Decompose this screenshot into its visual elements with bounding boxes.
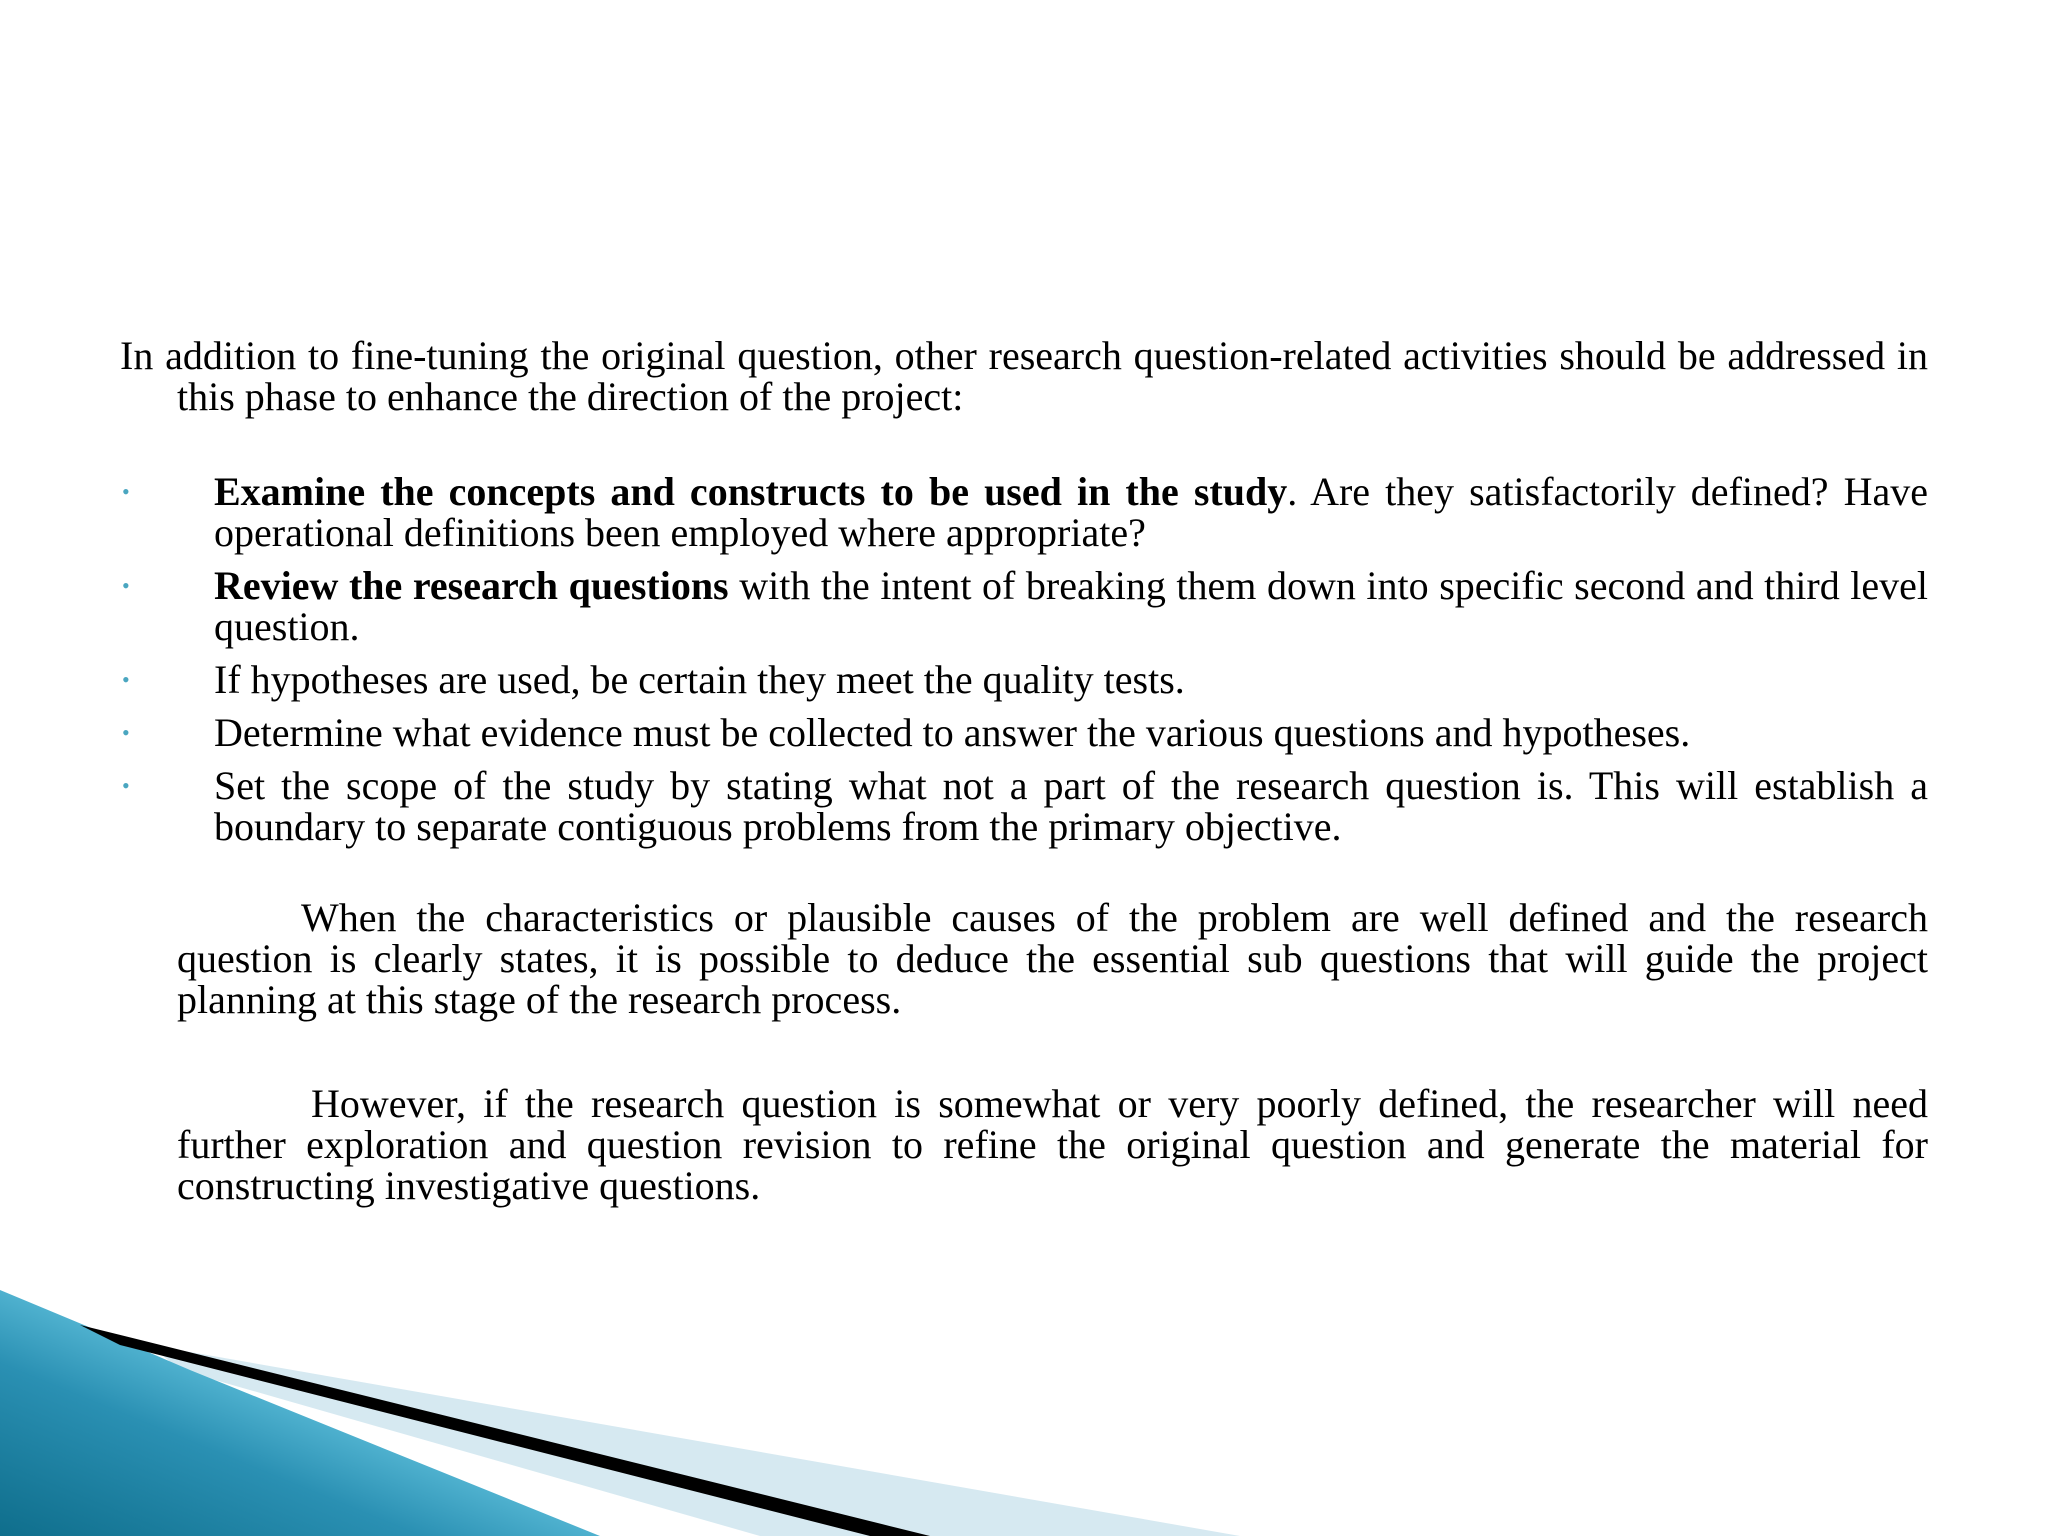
bullet-list xyxy=(120,471,1928,847)
body-paragraph: However, if the research question is somewhat or very poorly defined, the researcher will need further exploration and question revision to refine the original question and generate the material for constructing investigative questions. xyxy=(177,1081,1928,1208)
bullet-plain-text: Determine what evidence must be collected to answer the various questions and hypotheses. xyxy=(214,710,1691,755)
slide-body xyxy=(120,335,1928,1206)
bullet-text xyxy=(214,710,1690,755)
intro-paragraph: In addition to fine-tuning the original question, other research question-related activities should be addressed in this phase to enhance the direction of the project: xyxy=(120,333,1928,419)
bullet-text xyxy=(214,469,1928,555)
bullet-text xyxy=(214,657,1185,702)
bullet-plain-text: Set the scope of the study by stating what not a part of the research question is. This will establish a boundary to separate contiguous problems from the primary objective. xyxy=(214,763,1928,849)
bullet-icon: • xyxy=(122,479,130,504)
list-item xyxy=(120,659,1928,700)
body-paragraph: When the characteristics or plausible causes of the problem are well defined and the research question is clearly states, it is possible to deduce the essential sub questions that will guide the project planning at this stage of the research process. xyxy=(177,895,1928,1022)
bullet-bold-text: Review the research questions xyxy=(214,563,729,608)
black-swoosh-stripe xyxy=(80,1325,930,1536)
bullet-icon: • xyxy=(122,720,130,745)
list-item xyxy=(120,712,1928,753)
bullet-icon: • xyxy=(122,667,130,692)
bullet-plain-text: . Are they satisfactorily defined? Have operational definitions been employed where appropriate? xyxy=(214,469,1928,555)
bullet-text xyxy=(214,563,1928,649)
bullet-icon: • xyxy=(122,773,130,798)
list-item xyxy=(120,471,1928,553)
list-item xyxy=(120,565,1928,647)
list-item xyxy=(120,765,1928,847)
bullet-bold-text: Examine the concepts and constructs to be used in the study xyxy=(214,469,1288,514)
blue-corner-wedge xyxy=(0,1290,600,1536)
pale-swoosh-band xyxy=(150,1345,1240,1536)
bullet-text xyxy=(214,763,1928,849)
bullet-plain-text: with the intent of breaking them down into specific second and third level question. xyxy=(214,563,1928,649)
bullet-icon: • xyxy=(122,573,130,598)
bullet-plain-text: If hypotheses are used, be certain they meet the quality tests. xyxy=(214,657,1185,702)
